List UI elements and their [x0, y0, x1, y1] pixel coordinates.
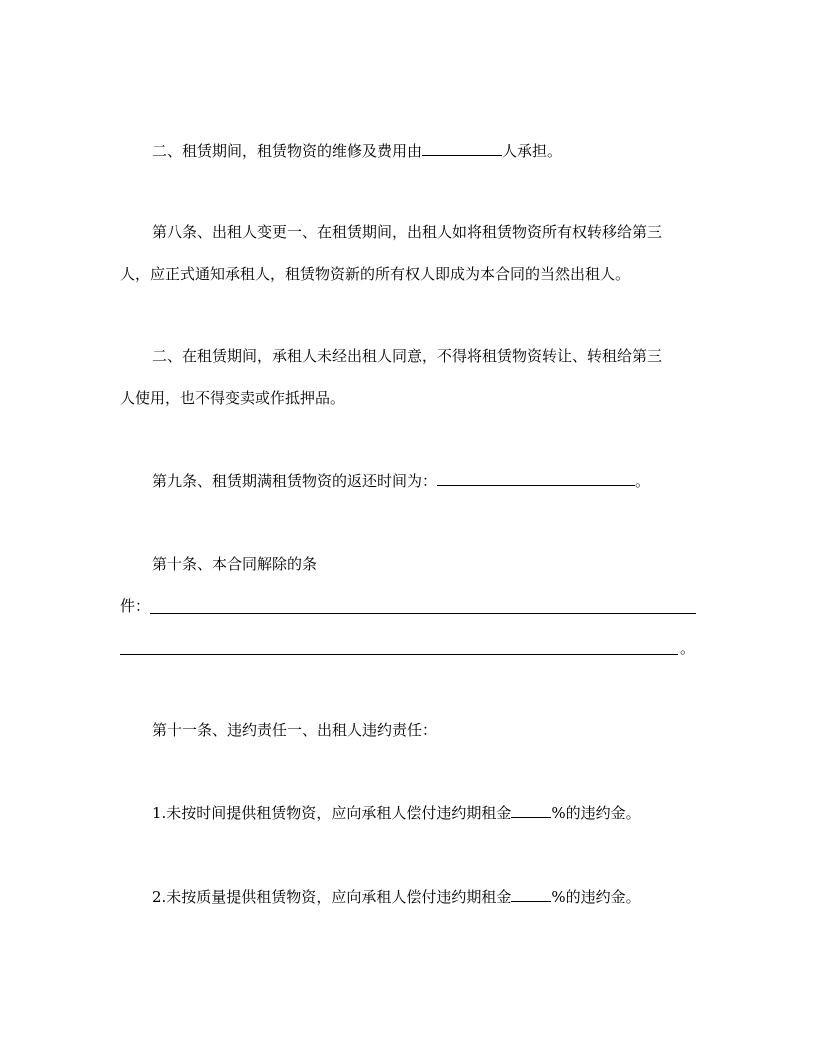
- article-11-item-1-suffix: %的违约金。: [551, 804, 641, 822]
- article-8-line-2: 人，应正式通知承租人，租赁物资新的所有权人即成为本合同的当然出租人。: [120, 265, 631, 283]
- article-11-item-1-text: 1.未按时间提供租赁物资，应向承租人偿付违约期租金: [152, 804, 512, 822]
- article-9-suffix: 。: [635, 472, 651, 490]
- termination-conditions-blank-2: [120, 654, 678, 655]
- article-10-line-2: [120, 596, 150, 616]
- item-2-percent-blank: [511, 886, 551, 902]
- item-1-percent-blank: [511, 802, 551, 818]
- article-11-item-2-text: 2.未按质量提供租赁物资，应向承租人偿付违约期租金: [152, 888, 512, 906]
- repair-clause: [152, 140, 562, 160]
- repair-clause-suffix: 人承担。: [502, 142, 563, 160]
- article-11-title: 第十一条、违约责任一、出租人违约责任：: [152, 721, 438, 739]
- article-10-prefix: 件：: [120, 597, 151, 615]
- return-time-blank: [437, 470, 635, 486]
- article-11-item-2-suffix: %的违约金。: [551, 888, 641, 906]
- repair-clause-text: 二、租赁期间，租赁物资的维修及费用由: [152, 142, 423, 160]
- article-9-text: 第九条、租赁期满租赁物资的返还时间为：: [152, 472, 438, 490]
- article-11-item-1: [152, 802, 641, 822]
- sublet-clause-line-2: 人使用，也不得变卖或作抵押品。: [120, 389, 346, 407]
- article-8-line-1: 第八条、出租人变更一、在租赁期间，出租人如将租赁物资所有权转移给第三: [152, 223, 663, 241]
- article-10-suffix: 。: [680, 639, 696, 657]
- article-9: [152, 470, 650, 490]
- repair-party-blank: [422, 140, 502, 156]
- sublet-clause-line-1: 二、在租赁期间，承租人未经出租人同意，不得将租赁物资转让、转租给第三: [152, 347, 663, 365]
- termination-conditions-blank-1: [150, 613, 696, 614]
- article-11-item-2: [152, 886, 641, 906]
- article-10-line-1: 第十条、本合同解除的条: [152, 555, 318, 573]
